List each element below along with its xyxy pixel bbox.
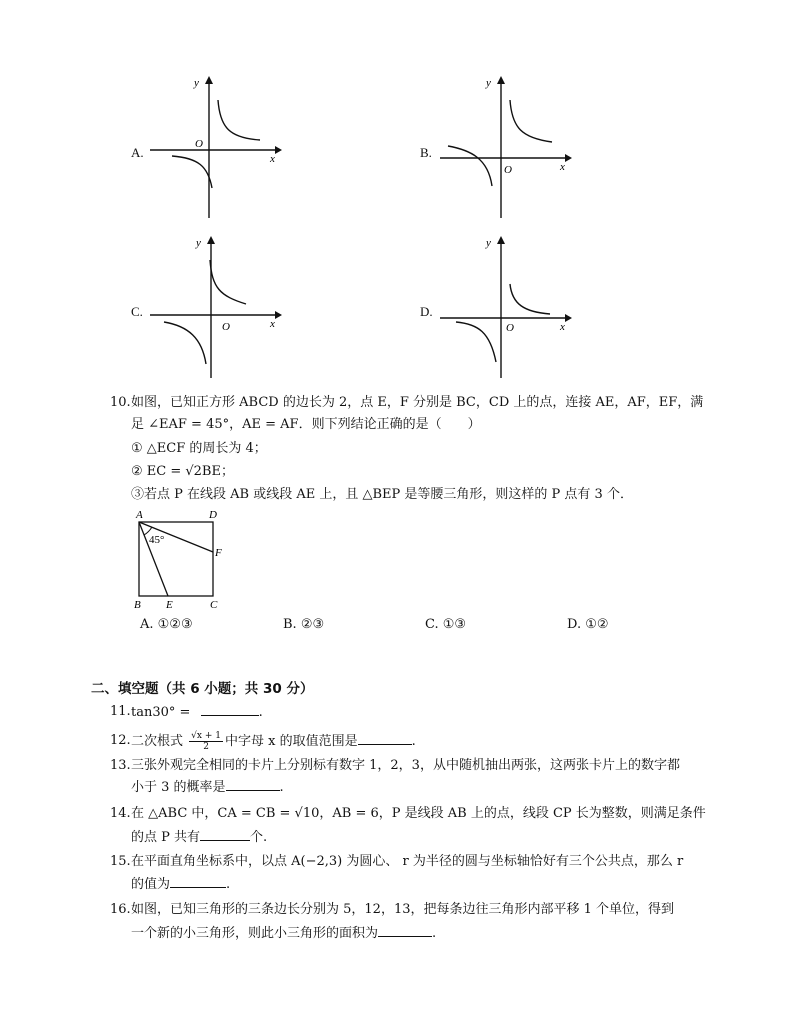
q12-number: 12. — [110, 733, 131, 748]
q10-statement-2: ② EC = √2BE； — [131, 464, 234, 479]
y-label: y — [196, 237, 201, 249]
q11-row — [131, 701, 263, 724]
q13-line1: 三张外观完全相同的卡片上分别标有数字 1，2，3，从中随机抽出两张，这两张卡片上的数字都 — [131, 758, 680, 773]
q15-row2 — [131, 873, 230, 896]
q10-option-a[interactable]: A. ①②③ — [140, 617, 193, 632]
x-arrow-icon — [275, 311, 282, 319]
vertex-b: B — [134, 599, 141, 611]
q12-answer-blank[interactable] — [358, 730, 412, 745]
q14-number: 14. — [110, 806, 131, 821]
x-arrow-icon — [275, 146, 282, 154]
q10-option-d[interactable]: D. ①② — [567, 617, 609, 632]
curve-q4 — [172, 156, 212, 188]
origin-label: O — [506, 322, 514, 334]
q11-text: tan30° = — [131, 705, 191, 720]
curve-q1 — [510, 284, 550, 314]
q13-line2: 小于 3 的概率是 — [131, 780, 226, 795]
q11-end: . — [258, 705, 263, 720]
origin-label: O — [222, 321, 230, 333]
option-a-label[interactable]: A. — [131, 145, 144, 160]
y-label: y — [486, 77, 491, 89]
graph-d — [440, 230, 575, 380]
q14-line1: 在 △ABC 中，CA = CB = √10，AB = 6，P 是线段 AB 上的点，线段 CP 长为整数，则满足条件 — [131, 806, 706, 821]
q12-fraction — [189, 731, 223, 752]
q13-row2 — [131, 776, 284, 799]
vertex-c: C — [210, 599, 218, 611]
option-c-label[interactable]: C. — [131, 304, 143, 319]
y-arrow-icon — [497, 236, 505, 244]
y-arrow-icon — [497, 76, 505, 84]
y-arrow-icon — [207, 236, 215, 244]
q10-statement-1: ① △ECF 的周长为 4； — [131, 441, 267, 456]
option-d-label[interactable]: D. — [420, 304, 433, 319]
section-title: 二、填空题（共 6 小题；共 30 分） — [91, 681, 314, 697]
x-arrow-icon — [565, 154, 572, 162]
graph-c — [150, 230, 285, 380]
graph-b — [440, 70, 575, 220]
q16-answer-blank[interactable] — [378, 922, 432, 937]
origin-label: O — [504, 164, 512, 176]
q16-number: 16. — [110, 902, 131, 917]
vertex-f: F — [215, 547, 222, 559]
q12-end: . — [411, 734, 416, 749]
q14-line2: 的点 P 共有 — [131, 830, 201, 845]
q10-statement-3: ③若点 P 在线段 AB 或线段 AE 上，且 △BEP 是等腰三角形，则这样的 P 点有 3 个． — [131, 487, 633, 502]
x-arrow-icon — [565, 314, 572, 322]
q12-frac-den: 2 — [203, 742, 209, 752]
q13-answer-blank[interactable] — [226, 776, 280, 791]
q11-answer-blank[interactable] — [201, 701, 259, 716]
curve-q1 — [218, 100, 260, 140]
x-label: x — [560, 161, 565, 173]
curve-q1 — [510, 100, 552, 142]
curve-q3 — [456, 322, 496, 362]
q16-line1: 如图，已知三角形的三条边长分别为 5，12，13，把每条边往三角形内部平移 1 个单位，得到 — [131, 902, 675, 917]
q10-line1: 如图，已知正方形 ABCD 的边长为 2，点 E，F 分别是 BC，CD 上的点，连接 AE，AF，EF，满 — [131, 395, 704, 410]
y-label: y — [194, 77, 199, 89]
curve-q1 — [210, 260, 246, 304]
y-label: y — [486, 237, 491, 249]
q12-post: 中字母 x 的取值范围是 — [224, 734, 358, 749]
q13-end: . — [279, 780, 284, 795]
curve-q3 — [164, 322, 206, 364]
q15-line2: 的值为 — [131, 877, 171, 892]
vertex-a: A — [136, 509, 143, 521]
angle-label: 45° — [149, 534, 165, 546]
q16-end: . — [432, 926, 437, 941]
x-label: x — [270, 318, 275, 330]
option-b-label[interactable]: B. — [420, 145, 432, 160]
q14-end: 个. — [250, 830, 268, 845]
q14-row2 — [131, 826, 267, 849]
origin-label: O — [195, 138, 203, 150]
q12-row — [131, 730, 416, 753]
q15-number: 15. — [110, 854, 131, 869]
q10-option-b[interactable]: B. ②③ — [283, 617, 325, 632]
q10-line2: 足 ∠EAF = 45°，AE = AF．则下列结论正确的是（ ） — [131, 417, 481, 432]
q10-number: 10. — [110, 395, 131, 410]
q15-answer-blank[interactable] — [170, 873, 226, 888]
y-arrow-icon — [205, 76, 213, 84]
vertex-e: E — [166, 599, 173, 611]
q14-answer-blank[interactable] — [200, 826, 250, 841]
x-label: x — [560, 321, 565, 333]
vertex-d: D — [209, 509, 217, 521]
square-figure — [130, 508, 230, 614]
q15-end: . — [226, 877, 231, 892]
q12-pre: 二次根式 — [131, 734, 184, 749]
q10-option-c[interactable]: C. ①③ — [425, 617, 467, 632]
x-label: x — [270, 153, 275, 165]
curve-q3 — [448, 146, 492, 186]
q11-number: 11. — [110, 704, 131, 719]
q16-row2 — [131, 922, 436, 945]
q16-line2: 一个新的小三角形，则此小三角形的面积为 — [131, 926, 379, 941]
q13-number: 13. — [110, 758, 131, 773]
q12-frac-num: √x + 1 — [191, 731, 221, 741]
graph-a — [150, 70, 285, 220]
q15-line1: 在平面直角坐标系中，以点 A(−2,3) 为圆心、 r 为半径的圆与坐标轴恰好有三个公共点，那么 r — [131, 854, 684, 869]
